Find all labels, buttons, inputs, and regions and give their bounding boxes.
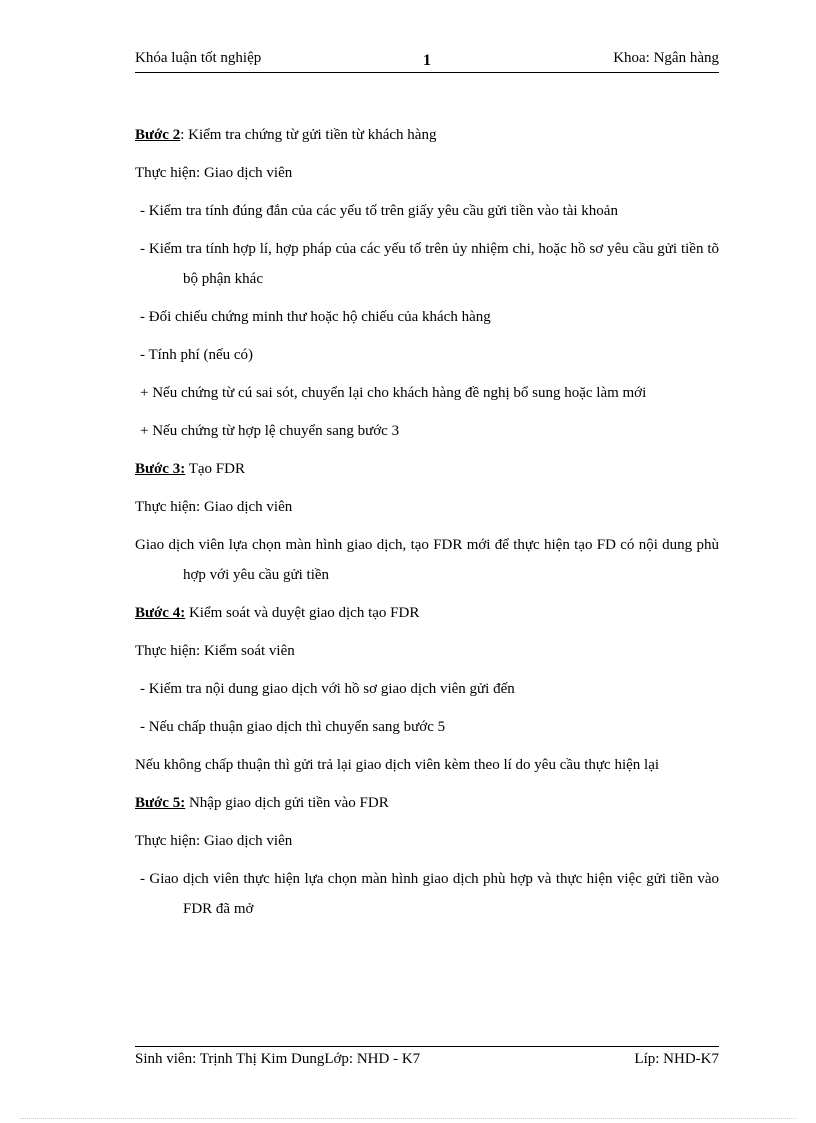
list-item: + Nếu chứng từ cú sai sót, chuyển lại cho khách hàng đề nghị bổ sung hoặc làm mới: [140, 385, 647, 401]
page-edge-divider: [20, 1118, 796, 1119]
list-item: - Tính phí (nếu có): [140, 347, 254, 363]
page-body: [135, 120, 719, 932]
list-item: + Nếu chứng từ hợp lệ chuyển sang bước 3: [140, 423, 400, 439]
step5-label: Bước 5:: [135, 795, 186, 811]
step4-actor: Thực hiện: Kiểm soát viên: [135, 643, 295, 659]
footer-class: Líp: NHD-K7: [634, 1051, 719, 1067]
list-item: - Kiểm tra tính hợp lí, hợp pháp của các yếu tố trên ủy nhiệm chi, hoặc hồ sơ yêu cầu gửi tiền tõ bộ phận khác: [140, 241, 719, 287]
step4-rejection-note: Nếu không chấp thuận thì gửi trả lại giao dịch viên kèm theo lí do yêu cầu thực hiện lại: [135, 757, 660, 773]
list-item: - Giao dịch viên thực hiện lựa chọn màn hình giao dịch phù hợp và thực hiện việc gửi tiền vào FDR đã mở: [140, 871, 719, 917]
step2-label: Bước 2: [135, 127, 181, 143]
list-item: - Kiểm tra nội dung giao dịch với hồ sơ giao dịch viên gửi đến: [140, 681, 515, 697]
step2-heading: [135, 120, 719, 150]
list-item: - Kiểm tra tính đúng đắn của các yếu tố trên giấy yêu cầu gửi tiền vào tài khoản: [140, 203, 618, 219]
header-faculty: Khoa: Ngân hàng: [613, 50, 719, 66]
list-item: - Đối chiếu chứng minh thư hoặc hộ chiếu của khách hàng: [140, 309, 491, 325]
step3-title: Tạo FDR: [185, 461, 245, 477]
step5-title: Nhập giao dịch gửi tiền vào FDR: [185, 795, 389, 811]
page-header: [135, 50, 719, 73]
page-footer: [135, 1046, 719, 1075]
step3-description: Giao dịch viên lựa chọn màn hình giao dịch, tạo FDR mới để thực hiện tạo FD có nội dung phù hợp với yêu cầu gửi tiền: [135, 537, 719, 583]
step2-title: : Kiểm tra chứng từ gửi tiền từ khách hàng: [180, 127, 437, 143]
page-number: 1: [423, 52, 431, 69]
step5-actor: Thực hiện: Giao dịch viên: [135, 833, 293, 849]
header-thesis-title: Khóa luận tốt nghiệp: [135, 50, 262, 66]
list-item: - Nếu chấp thuận giao dịch thì chuyển sang bước 5: [140, 719, 446, 735]
step2-actor: Thực hiện: Giao dịch viên: [135, 165, 293, 181]
step4-heading: [135, 598, 719, 628]
step4-label: Bước 4:: [135, 605, 186, 621]
step3-actor: Thực hiện: Giao dịch viên: [135, 499, 293, 515]
step4-title: Kiểm soát và duyệt giao dịch tạo FDR: [185, 605, 420, 621]
step3-label: Bước 3:: [135, 461, 186, 477]
footer-student-info: Sinh viên: Trịnh Thị Kim DungLớp: NHD - K7: [135, 1051, 421, 1067]
step3-heading: [135, 454, 719, 484]
step5-heading: [135, 788, 719, 818]
